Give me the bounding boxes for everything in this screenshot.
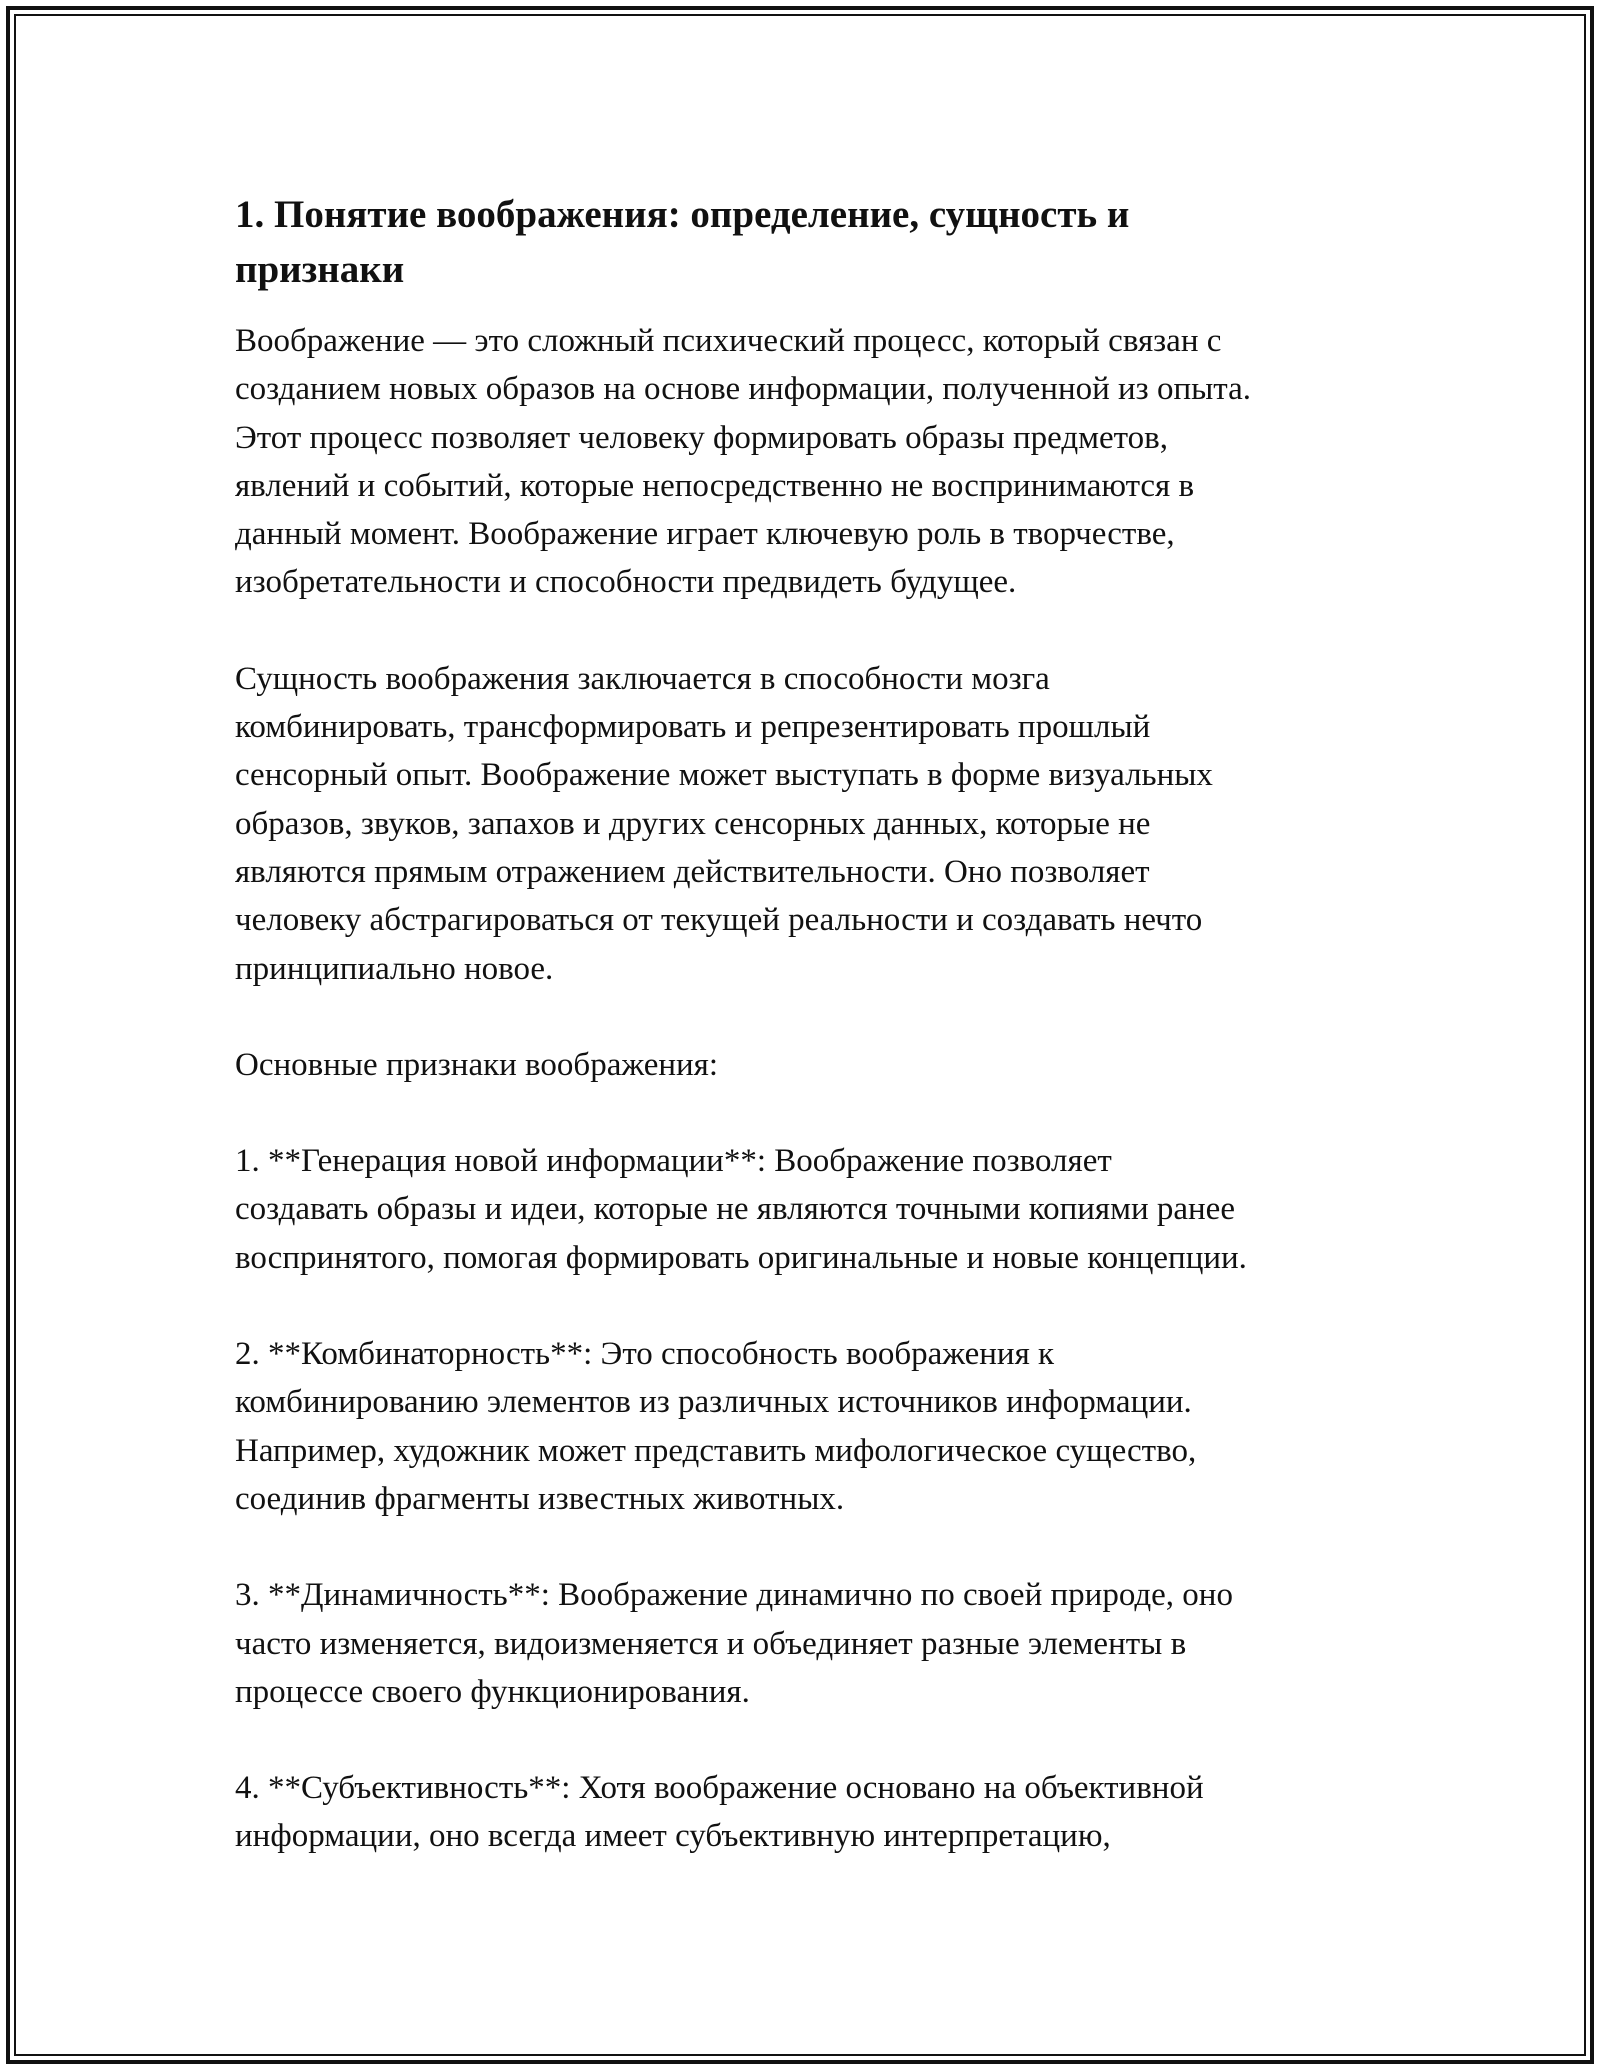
list-item-subjectivity — [235, 1764, 1395, 1861]
text-line: являются прямым отражением действительности. Оно позволяет — [235, 853, 1150, 890]
paragraph-features-intro — [235, 1041, 1395, 1089]
text-line: 2. **Комбинаторность**: Это способность воображения к — [235, 1336, 1055, 1373]
text-line: Этот процесс позволяет человеку формировать образы предметов, — [235, 419, 1168, 456]
text-line: Воображение — это сложный психический процесс, который связан с — [235, 323, 1222, 359]
text-line: принципиально новое. — [235, 950, 554, 987]
text-line: комбинированию элементов из различных источников информации. — [235, 1384, 1192, 1421]
text-line: комбинировать, трансформировать и репрезентировать прошлый — [235, 709, 1151, 746]
paragraph-definition — [235, 317, 1395, 607]
text-line: Основные признаки воображения: — [235, 1046, 719, 1083]
text-line: сенсорный опыт. Воображение может выступать в форме визуальных — [235, 757, 1213, 794]
text-line: образов, звуков, запахов и других сенсорных данных, которые не — [235, 805, 1151, 842]
text-line: воспринятого, помогая формировать оригинальные и новые концепции. — [235, 1239, 1247, 1276]
text-line: изобретательности и способности предвидеть будущее. — [235, 564, 1017, 601]
text-line: человеку абстрагироваться от текущей реальности и создавать нечто — [235, 902, 1203, 939]
text-line: 4. **Субъективность**: Хотя воображение основано на объективной — [235, 1770, 1204, 1807]
text-line: создавать образы и идеи, которые не являются точными копиями ранее — [235, 1191, 1235, 1228]
paragraph-essence — [235, 655, 1395, 993]
document-body — [235, 187, 1395, 1861]
text-line: соединив фрагменты известных животных. — [235, 1480, 845, 1517]
list-item-generation — [235, 1137, 1395, 1282]
list-item-dynamism — [235, 1571, 1395, 1716]
text-line: данный момент. Воображение играет ключевую роль в творчестве, — [235, 516, 1175, 553]
text-line: информации, оно всегда имеет субъективную интерпретацию, — [235, 1818, 1111, 1855]
text-line: созданием новых образов на основе информации, полученной из опыта. — [235, 371, 1252, 408]
text-line: процессе своего функционирования. — [235, 1673, 750, 1710]
text-line: явлений и событий, которые непосредственно не воспринимаются в — [235, 467, 1195, 504]
text-line: 1. **Генерация новой информации**: Воображение позволяет — [235, 1143, 1112, 1180]
text-line: 3. **Динамичность**: Воображение динамично по своей природе, оно — [235, 1577, 1233, 1614]
section-title — [235, 187, 1395, 297]
title-line: признаки — [235, 248, 405, 291]
list-item-combinatorics — [235, 1330, 1395, 1523]
text-line: Например, художник может представить мифологическое существо, — [235, 1432, 1197, 1469]
text-line: Сущность воображения заключается в способности мозга — [235, 660, 1050, 697]
text-line: часто изменяется, видоизменяется и объединяет разные элементы в — [235, 1625, 1187, 1662]
title-line: 1. Понятие воображения: определение, сущность и — [235, 193, 1130, 236]
